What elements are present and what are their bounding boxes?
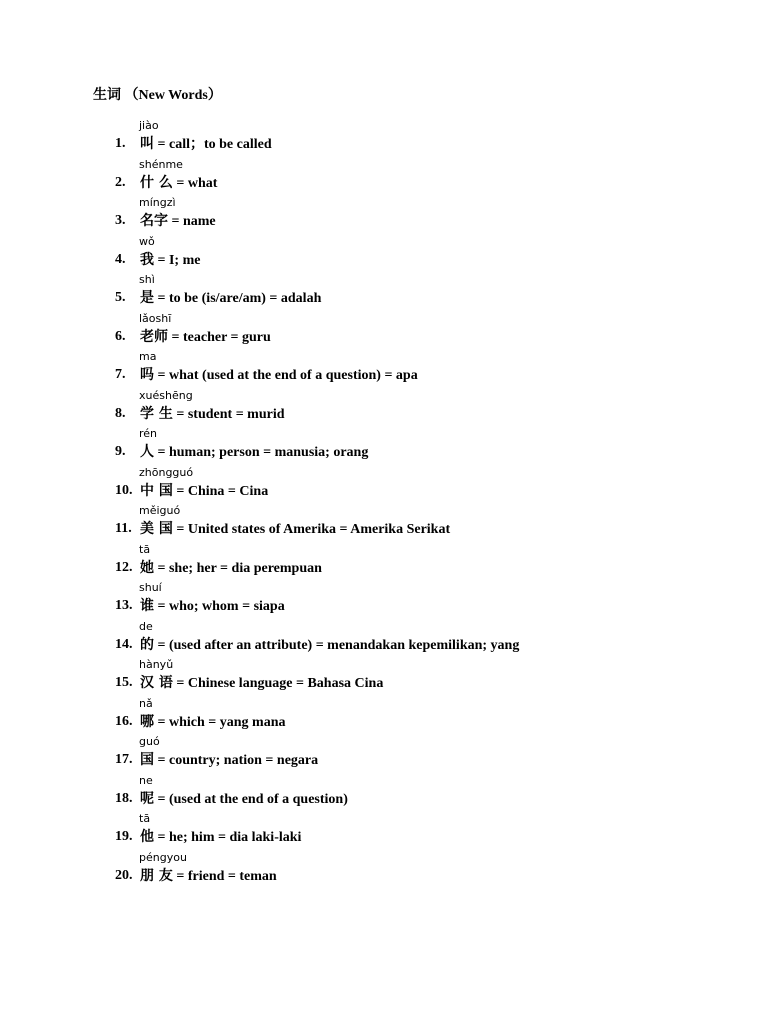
entry-line	[140, 405, 285, 424]
pinyin: zhōngguó	[139, 465, 194, 479]
pinyin: měiguó	[139, 504, 181, 517]
hanzi: 什 么	[140, 174, 173, 191]
vocabulary-list	[0, 119, 768, 889]
hanzi: 人	[140, 444, 154, 460]
gloss: = country; nation = negara	[154, 753, 319, 768]
entry-number: 17.	[115, 752, 133, 767]
pinyin: xuéshēng	[139, 388, 193, 402]
vocab-entry	[0, 504, 768, 543]
vocab-entry	[0, 812, 768, 851]
gloss: = human; person = manusia; orang	[154, 445, 369, 460]
gloss: = she; her = dia perempuan	[154, 560, 322, 576]
entry-number: 15.	[115, 675, 133, 690]
entry-line	[140, 828, 301, 847]
entry-line	[140, 328, 271, 347]
entry-line	[140, 674, 383, 693]
entry-number: 20.	[115, 867, 133, 883]
hanzi: 美 国	[140, 521, 173, 537]
entry-line	[140, 366, 418, 385]
vocab-entry	[0, 543, 768, 582]
entry-number: 12.	[115, 559, 133, 575]
entry-line	[140, 636, 519, 655]
entry-number: 18.	[115, 790, 133, 806]
gloss: = to be (is/are/am) = adalah	[154, 291, 322, 306]
hanzi: 学 生	[140, 405, 173, 422]
vocab-entry	[0, 620, 768, 659]
entry-line	[140, 135, 272, 154]
pinyin: tā	[139, 542, 151, 556]
entry-number: 7.	[115, 367, 126, 382]
entry-number: 4.	[115, 251, 126, 267]
hanzi: 他	[140, 829, 154, 845]
entry-number: 14.	[115, 636, 133, 652]
vocab-entry	[0, 851, 768, 890]
gloss: = (used at the end of a question)	[154, 791, 348, 807]
hanzi: 是	[140, 290, 154, 306]
entry-number: 16.	[115, 713, 133, 729]
vocab-entry	[0, 774, 768, 813]
entry-line	[140, 212, 216, 231]
vocab-entry	[0, 350, 768, 389]
vocab-entry	[0, 735, 768, 774]
entry-line	[140, 482, 268, 501]
vocab-entry	[0, 389, 768, 428]
pinyin: wǒ	[139, 234, 155, 248]
entry-line	[140, 289, 321, 308]
hanzi: 她	[140, 559, 154, 576]
pinyin: nǎ	[139, 696, 153, 710]
entry-number: 2.	[115, 174, 126, 190]
gloss: = Chinese language = Bahasa Cina	[172, 676, 384, 691]
entry-line	[140, 751, 318, 770]
hanzi: 呢	[140, 790, 154, 807]
gloss: = which = yang mana	[154, 714, 286, 730]
entry-number: 5.	[115, 290, 126, 305]
vocab-entry	[0, 119, 768, 158]
entry-number: 8.	[115, 405, 126, 421]
pinyin: rén	[139, 427, 158, 440]
hanzi: 名字	[140, 213, 168, 229]
hanzi: 的	[140, 636, 154, 653]
entry-number: 3.	[115, 213, 126, 228]
page-title: 生词 （New Words）	[93, 88, 222, 103]
hanzi: 老师	[140, 328, 168, 345]
entry-number: 1.	[115, 136, 126, 151]
pinyin: péngyou	[139, 850, 187, 864]
entry-number: 13.	[115, 598, 133, 613]
vocab-entry	[0, 466, 768, 505]
hanzi: 谁	[140, 598, 154, 614]
vocab-entry	[0, 235, 768, 274]
pinyin: hànyǔ	[139, 658, 174, 671]
pinyin: ne	[139, 773, 153, 787]
pinyin: shì	[139, 273, 155, 286]
entry-line	[140, 597, 285, 616]
pinyin: ma	[139, 350, 157, 363]
gloss: = name	[168, 214, 216, 229]
pinyin: lǎoshī	[139, 311, 172, 325]
entry-number: 19.	[115, 829, 133, 844]
gloss: = call；to be called	[154, 137, 272, 152]
vocab-entry	[0, 196, 768, 235]
entry-line	[140, 443, 368, 462]
hanzi: 中 国	[140, 482, 173, 499]
entry-line	[140, 867, 277, 886]
gloss: = teacher = guru	[168, 329, 271, 345]
gloss: = (used after an attribute) = menandakan kepemilikan; yang	[154, 637, 520, 653]
entry-line	[140, 520, 450, 539]
entry-line	[140, 251, 200, 270]
vocab-entry	[0, 658, 768, 697]
entry-number: 6.	[115, 328, 126, 344]
hanzi: 哪	[140, 713, 154, 730]
pinyin: shénme	[139, 157, 183, 171]
hanzi: 叫	[140, 136, 154, 152]
entry-number: 10.	[115, 482, 133, 498]
vocab-entry	[0, 427, 768, 466]
entry-line	[140, 559, 322, 578]
gloss: = student = murid	[172, 406, 285, 422]
entry-number: 11.	[115, 521, 132, 536]
pinyin: shuí	[139, 581, 162, 594]
gloss: = what	[172, 175, 218, 191]
vocab-entry	[0, 273, 768, 312]
gloss: = United states of Amerika = Amerika Serikat	[172, 522, 451, 537]
pinyin: míngzì	[139, 196, 176, 209]
hanzi: 我	[140, 251, 154, 268]
gloss: = who; whom = siapa	[154, 599, 285, 614]
vocab-entry	[0, 581, 768, 620]
gloss: = friend = teman	[172, 868, 277, 884]
gloss: = what (used at the end of a question) = apa	[154, 368, 418, 383]
entry-number: 9.	[115, 444, 126, 459]
gloss: = China = Cina	[172, 483, 269, 499]
gloss: = I; me	[154, 252, 201, 268]
pinyin: de	[139, 619, 153, 633]
entry-line	[140, 174, 217, 193]
entry-line	[140, 790, 348, 809]
hanzi: 汉 语	[140, 675, 173, 691]
gloss: = he; him = dia laki-laki	[154, 830, 302, 845]
hanzi: 朋 友	[140, 867, 173, 884]
pinyin: guó	[139, 735, 160, 748]
entry-line	[140, 713, 285, 732]
pinyin: jiào	[139, 119, 159, 132]
hanzi: 吗	[140, 367, 154, 383]
pinyin: tā	[139, 812, 151, 825]
vocab-entry	[0, 158, 768, 197]
vocab-entry	[0, 312, 768, 351]
vocab-entry	[0, 697, 768, 736]
hanzi: 国	[140, 752, 154, 768]
